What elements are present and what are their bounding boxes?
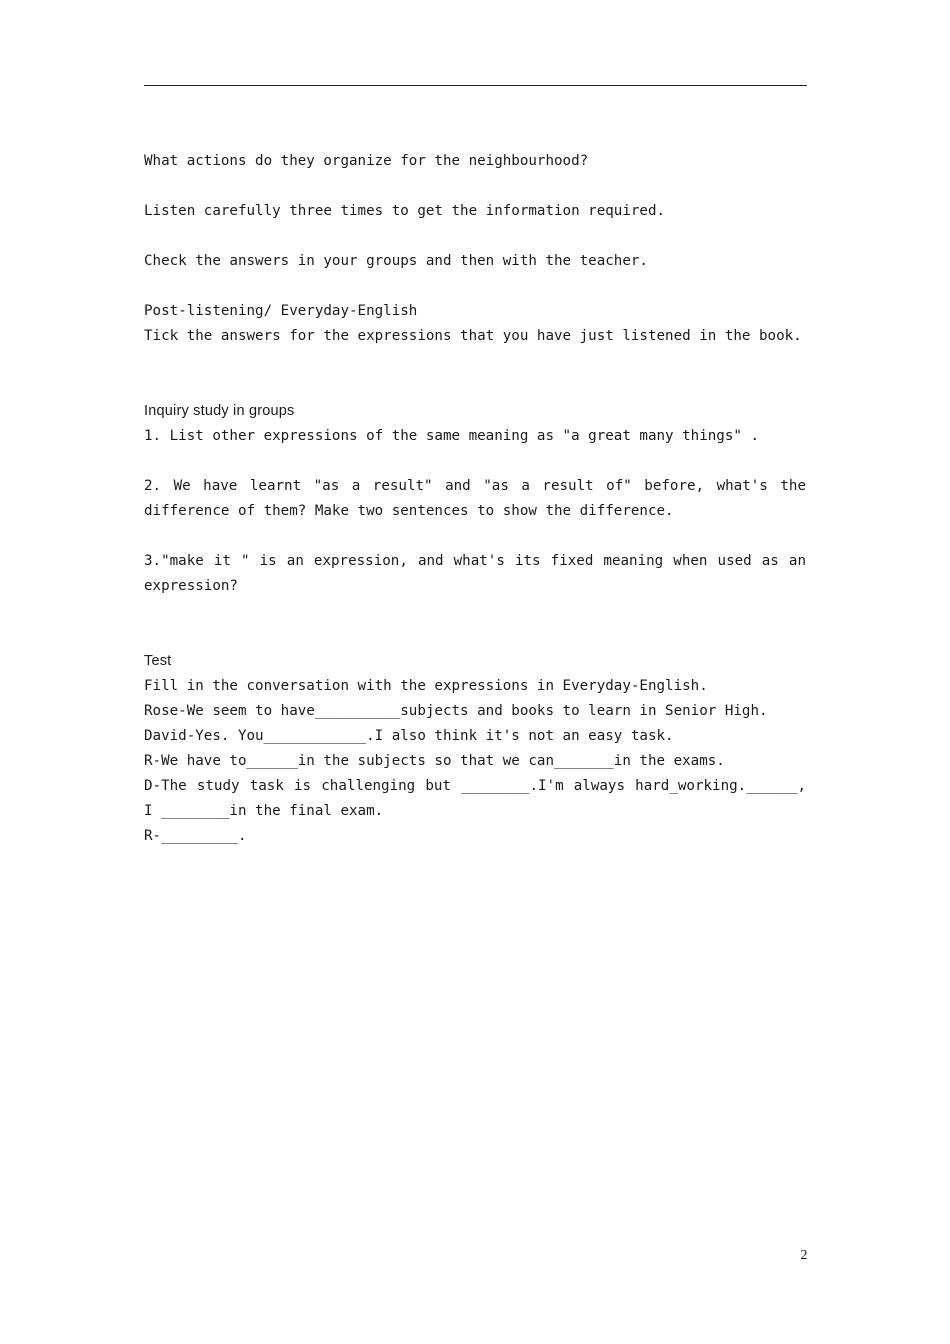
dialogue-line-2: David-Yes. You____________.I also think it's not an easy task.: [144, 728, 674, 744]
spacer: [144, 624, 806, 649]
dialogue-line-4: D-The study task is challenging but ________.I'm always hard_working.______, I ________in the final exam.: [144, 778, 806, 819]
inquiry-item-3: 3."make it " is an expression, and what's its fixed meaning when used as an expression?: [144, 553, 806, 594]
spacer: [144, 449, 806, 474]
listening-instruction: Listen carefully three times to get the information required.: [144, 203, 666, 219]
spacer: [144, 224, 806, 249]
check-instruction: Check the answers in your groups and then with the teacher.: [144, 253, 648, 269]
post-listening-instruction: Tick the answers for the expressions that you have just listened in the book.: [144, 328, 802, 344]
listening-question: What actions do they organize for the neighbourhood?: [144, 153, 589, 169]
spacer: [144, 274, 806, 299]
header-rule: [144, 85, 807, 86]
dialogue-line-5: R-_________.: [144, 828, 247, 844]
test-instruction: Fill in the conversation with the expressions in Everyday-English.: [144, 678, 708, 694]
spacer: [144, 374, 806, 399]
spacer: [144, 524, 806, 549]
post-listening-title: Post-listening/ Everyday-English: [144, 303, 418, 319]
test-heading: Test: [144, 653, 172, 669]
spacer: [144, 349, 806, 374]
spacer: [144, 174, 806, 199]
dialogue-line-1: Rose-We seem to have__________subjects and books to learn in Senior High.: [144, 703, 768, 719]
dialogue-line-3: R-We have to______in the subjects so that we can_______in the exams.: [144, 753, 725, 769]
spacer: [144, 599, 806, 624]
page-number: 2: [800, 1248, 808, 1263]
inquiry-item-2: 2. We have learnt "as a result" and "as a result of" before, what's the difference of them? Make two sentences to show the difference.: [144, 478, 806, 519]
document-body: [144, 149, 806, 849]
inquiry-item-1: 1. List other expressions of the same meaning as "a great many things" .: [144, 428, 759, 444]
inquiry-heading: Inquiry study in groups: [144, 403, 295, 419]
